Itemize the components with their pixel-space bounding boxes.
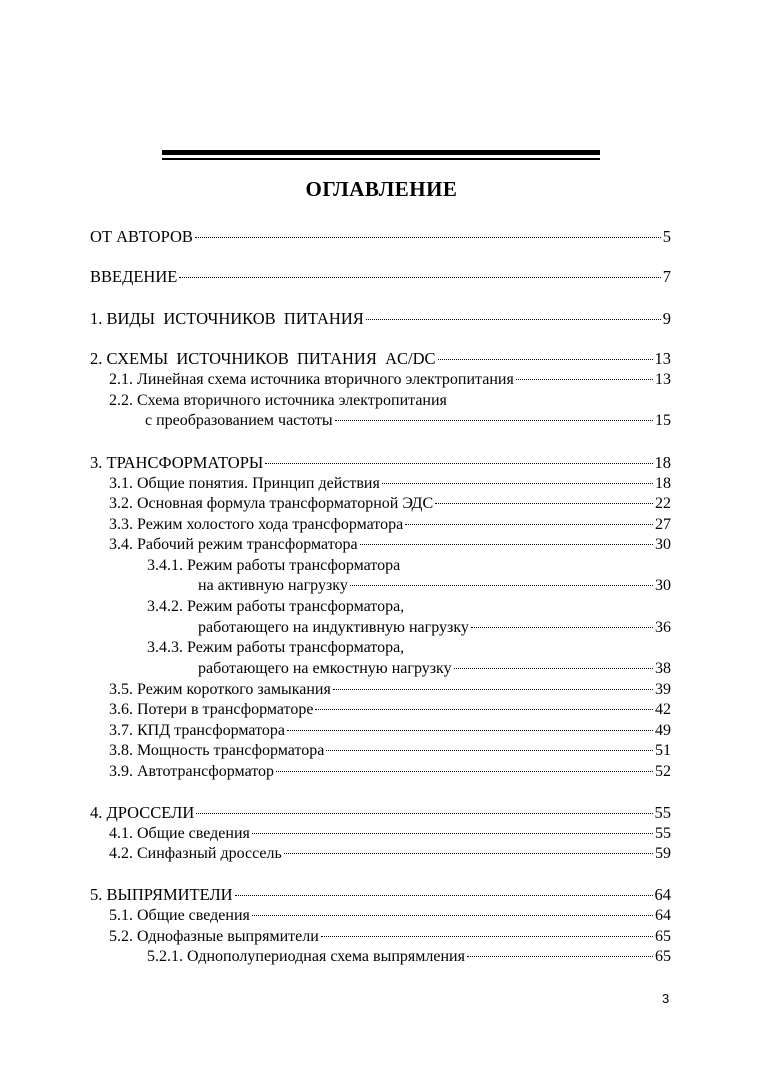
toc-leader — [435, 503, 653, 504]
toc-entry-title: работающего на емкостную нагрузку — [198, 660, 452, 677]
toc-entry[interactable] — [145, 411, 671, 431]
toc-entry-page: 36 — [655, 619, 671, 636]
toc-entry-title: 3.3. Режим холостого хода трансформатора — [109, 516, 404, 533]
toc-entry[interactable] — [109, 741, 671, 761]
toc-entry-title: 3.1. Общие понятия. Принцип действия — [109, 475, 380, 492]
toc-entry[interactable] — [90, 803, 671, 823]
toc-leader — [195, 237, 661, 238]
toc-entry-title: 1. ВИДЫ ИСТОЧНИКОВ ПИТАНИЯ — [90, 309, 364, 328]
toc-entry-title: ВВЕДЕНИЕ — [90, 267, 178, 286]
toc-entry-page: 55 — [655, 825, 671, 842]
toc-entry[interactable] — [109, 535, 671, 555]
page-number: 3 — [662, 991, 670, 1006]
toc-entry-title: 5. ВЫПРЯМИТЕЛИ — [90, 885, 233, 904]
toc-leader — [276, 771, 653, 772]
toc-entry[interactable] — [90, 349, 671, 369]
toc-entry-title: 3.2. Основная формула трансформаторной ЭДС — [109, 495, 434, 512]
toc-leader — [467, 956, 653, 957]
toc-leader — [438, 359, 653, 360]
toc-entry-title: 3.8. Мощность трансформатора — [109, 742, 325, 759]
toc-entry-page: 13 — [654, 349, 671, 368]
toc-entry[interactable] — [198, 618, 671, 638]
header-rule-thin — [162, 158, 600, 160]
toc-entry-title: 2.2. Схема вторичного источника электропитания — [109, 392, 447, 409]
toc-entry[interactable] — [109, 762, 671, 782]
toc-entry[interactable] — [198, 576, 671, 596]
toc-entry-title: 3.5. Режим короткого замыкания — [109, 681, 331, 698]
toc-entry[interactable] — [109, 721, 671, 741]
toc-entry-title: 5.2.1. Однополупериодная схема выпрямления — [147, 948, 465, 965]
toc-entry-page: 15 — [655, 412, 671, 429]
toc-entry[interactable] — [147, 638, 671, 658]
toc-entry[interactable] — [109, 927, 671, 947]
toc-entry-page: 65 — [655, 948, 671, 965]
toc-leader — [405, 524, 653, 525]
toc-entry-title: 3.4. Рабочий режим трансформатора — [109, 536, 358, 553]
toc-entry[interactable] — [90, 267, 671, 287]
toc-entry[interactable] — [147, 597, 671, 617]
toc-leader — [265, 463, 652, 464]
toc-entry-title: 5.2. Однофазные выпрямители — [109, 928, 319, 945]
toc-entry[interactable] — [147, 947, 671, 967]
toc-leader — [360, 544, 653, 545]
toc-entry-title: работающего на индуктивную нагрузку — [198, 619, 469, 636]
toc-entry-page: 7 — [662, 267, 671, 286]
toc-entry[interactable] — [90, 227, 671, 247]
toc-entry-title: 2.1. Линейная схема источника вторичного электропитания — [109, 371, 514, 388]
toc-leader — [235, 895, 653, 896]
toc-entry-title: 3.9. Автотрансформатор — [109, 763, 275, 780]
toc-entry-page: 59 — [655, 845, 671, 862]
toc-entry[interactable] — [90, 453, 671, 473]
toc-leader — [516, 379, 653, 380]
toc-entry-title: 3.4.2. Режим работы трансформатора, — [147, 598, 405, 615]
toc-entry-title: 3.4.3. Режим работы трансформатора, — [147, 639, 405, 656]
toc-entry[interactable] — [109, 370, 671, 390]
toc-entry[interactable] — [198, 659, 671, 679]
toc-entry-page: 51 — [655, 742, 671, 759]
toc-entry[interactable] — [147, 556, 671, 576]
toc-entry[interactable] — [109, 474, 671, 494]
toc-entry-page: 55 — [654, 803, 671, 822]
toc-entry-page: 5 — [662, 227, 671, 246]
toc-entry-page: 30 — [655, 577, 671, 594]
toc-entry[interactable] — [109, 494, 671, 514]
toc-entry-title: 5.1. Общие сведения — [109, 907, 250, 924]
toc-entry-page: 64 — [654, 885, 671, 904]
toc-entry[interactable] — [109, 515, 671, 535]
toc-leader — [287, 730, 653, 731]
toc-leader — [321, 936, 653, 937]
toc-leader — [252, 915, 653, 916]
header-rule-thick — [162, 150, 600, 155]
toc-entry-title: 2. СХЕМЫ ИСТОЧНИКОВ ПИТАНИЯ AC/DC — [90, 349, 436, 368]
toc-entry-page: 9 — [662, 309, 671, 328]
toc-entry-page: 30 — [655, 536, 671, 553]
toc-entry-page: 42 — [655, 701, 671, 718]
toc-entry[interactable] — [109, 700, 671, 720]
toc-entry-page: 65 — [655, 928, 671, 945]
toc-leader — [333, 689, 653, 690]
toc-entry-page: 38 — [655, 660, 671, 677]
toc-entry[interactable] — [109, 824, 671, 844]
toc-entry-page: 18 — [654, 453, 671, 472]
toc-entry-title: 3. ТРАНСФОРМАТОРЫ — [90, 453, 264, 472]
toc-entry-title: ОТ АВТОРОВ — [90, 227, 193, 246]
toc-entry-title: 3.6. Потери в трансформаторе — [109, 701, 314, 718]
toc-leader — [382, 483, 653, 484]
toc-entry-title: 4.2. Синфазный дроссель — [109, 845, 282, 862]
toc-leader — [315, 709, 653, 710]
toc-leader — [471, 627, 653, 628]
toc-entry-title: 3.7. КПД трансформатора — [109, 722, 285, 739]
toc-entry-page: 22 — [655, 495, 671, 512]
toc-leader — [350, 585, 653, 586]
toc-entry-page: 13 — [655, 371, 671, 388]
toc-entry[interactable] — [109, 906, 671, 926]
toc-entry-title: 4.1. Общие сведения — [109, 825, 250, 842]
toc-entry-page: 39 — [655, 681, 671, 698]
toc-leader — [252, 833, 653, 834]
toc-entry-title: 4. ДРОССЕЛИ — [90, 803, 195, 822]
toc-entry-page: 52 — [655, 763, 671, 780]
toc-entry-title: на активную нагрузку — [198, 577, 348, 594]
toc-entry-page: 49 — [655, 722, 671, 739]
toc-entry-page: 64 — [655, 907, 671, 924]
toc-entry[interactable] — [109, 680, 671, 700]
toc-entry[interactable] — [90, 309, 671, 329]
toc-leader — [179, 277, 660, 278]
toc-leader — [284, 853, 653, 854]
toc-entry[interactable] — [109, 844, 671, 864]
toc-leader — [326, 750, 653, 751]
toc-entry[interactable] — [109, 391, 671, 411]
toc-entry-page: 27 — [655, 516, 671, 533]
toc-entry-title: с преобразованием частоты — [145, 412, 333, 429]
toc-leader — [335, 420, 653, 421]
toc-leader — [196, 813, 652, 814]
toc-entry-title: 3.4.1. Режим работы трансформатора — [147, 557, 401, 574]
toc-entry-page: 18 — [655, 475, 671, 492]
toc-entry[interactable] — [90, 885, 671, 905]
toc-leader — [454, 668, 653, 669]
toc-leader — [366, 319, 661, 320]
page-title: ОГЛАВЛЕНИЕ — [305, 177, 458, 201]
